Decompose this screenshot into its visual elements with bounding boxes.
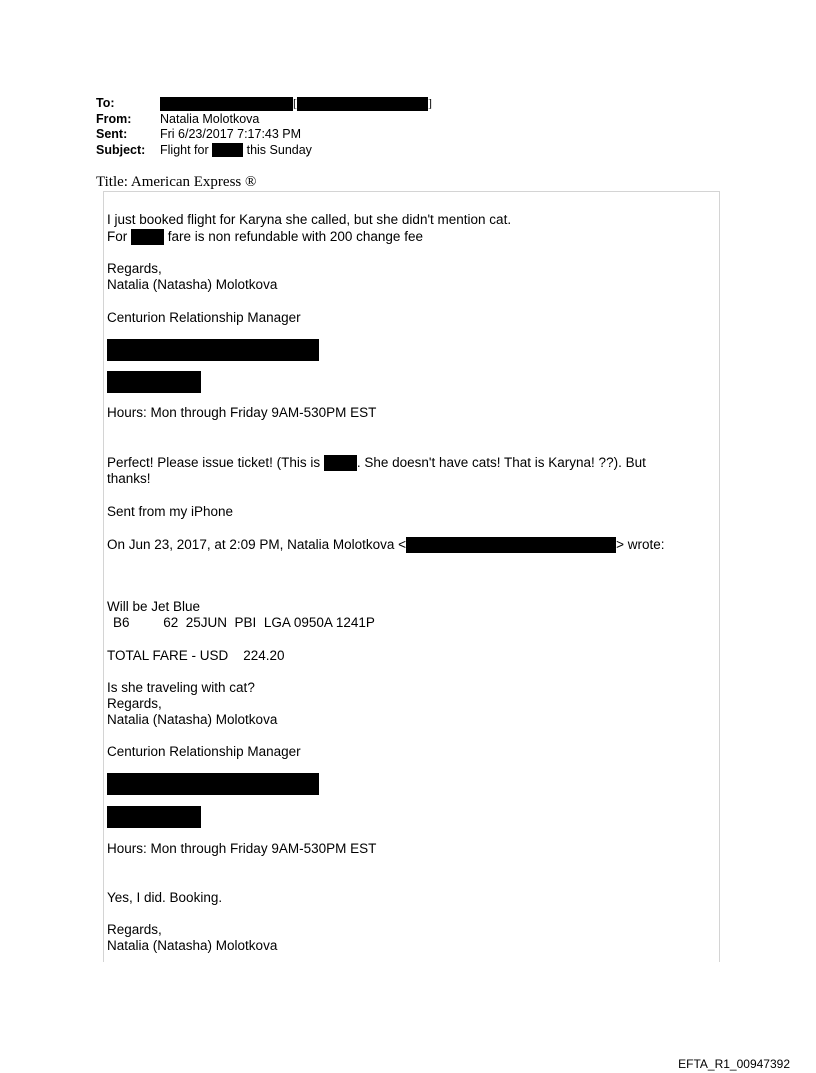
redaction-box (324, 455, 357, 471)
body-line (107, 455, 646, 471)
subject-suffix: this Sunday (246, 142, 312, 157)
redaction-box (107, 371, 201, 393)
to-bracket-close: ] (428, 96, 432, 110)
body-line (107, 229, 423, 245)
redaction-box (107, 339, 319, 361)
body-text: . She doesn't have cats! That is Karyna! ??). But (356, 455, 646, 470)
signature-name: Natalia (Natasha) Molotkova (107, 938, 278, 953)
title-line: Title: American Express ® (96, 174, 257, 190)
redaction-box (212, 143, 243, 157)
body-text: fare is non refundable with 200 change fee (167, 229, 423, 244)
to-bracket-open: [ (293, 96, 297, 110)
subject-value (160, 143, 312, 158)
from-label: From: (96, 111, 132, 126)
body-line: Yes, I did. Booking. (107, 890, 223, 905)
redaction-box (107, 806, 201, 828)
from-value: Natalia Molotkova (160, 111, 260, 126)
signature-role: Centurion Relationship Manager (107, 310, 301, 325)
body-line: thanks! (107, 471, 151, 486)
regards-text: Regards, (107, 261, 162, 276)
sent-from-iphone: Sent from my iPhone (107, 504, 234, 519)
body-text: Perfect! Please issue ticket! (This is (107, 455, 321, 470)
signature-name: Natalia (Natasha) Molotkova (107, 712, 278, 727)
hours-text: Hours: Mon through Friday 9AM-530PM EST (107, 405, 377, 420)
total-fare: TOTAL FARE - USD 224.20 (107, 648, 285, 663)
hours-text: Hours: Mon through Friday 9AM-530PM EST (107, 841, 377, 856)
regards-text: Regards, (107, 922, 162, 937)
subject-label: Subject: (96, 142, 146, 157)
body-text: On Jun 23, 2017, at 2:09 PM, Natalia Molotkova < (107, 537, 407, 552)
signature-role: Centurion Relationship Manager (107, 744, 301, 759)
sent-value: Fri 6/23/2017 7:17:43 PM (160, 127, 302, 141)
to-value (160, 96, 432, 111)
body-line: I just booked flight for Karyna she called, but she didn't mention cat. (107, 212, 512, 227)
body-line: Is she traveling with cat? (107, 680, 255, 695)
subject-prefix: Flight for (160, 142, 209, 157)
flight-details: B6 62 25JUN PBI LGA 0950A 1241P (113, 615, 375, 630)
sent-label: Sent: (96, 127, 128, 141)
document-id: EFTA_R1_00947392 (678, 1057, 790, 1071)
redaction-box (297, 97, 428, 111)
redaction-box (131, 229, 164, 245)
quote-header (107, 537, 664, 553)
body-text: > wrote: (616, 537, 665, 552)
to-label: To: (96, 96, 115, 110)
redaction-box (406, 537, 616, 553)
signature-name: Natalia (Natasha) Molotkova (107, 277, 278, 292)
regards-text: Regards, (107, 696, 162, 711)
body-line: Will be Jet Blue (107, 599, 201, 614)
body-text: For (107, 229, 128, 244)
redaction-box (160, 97, 293, 111)
redaction-box (107, 773, 319, 795)
